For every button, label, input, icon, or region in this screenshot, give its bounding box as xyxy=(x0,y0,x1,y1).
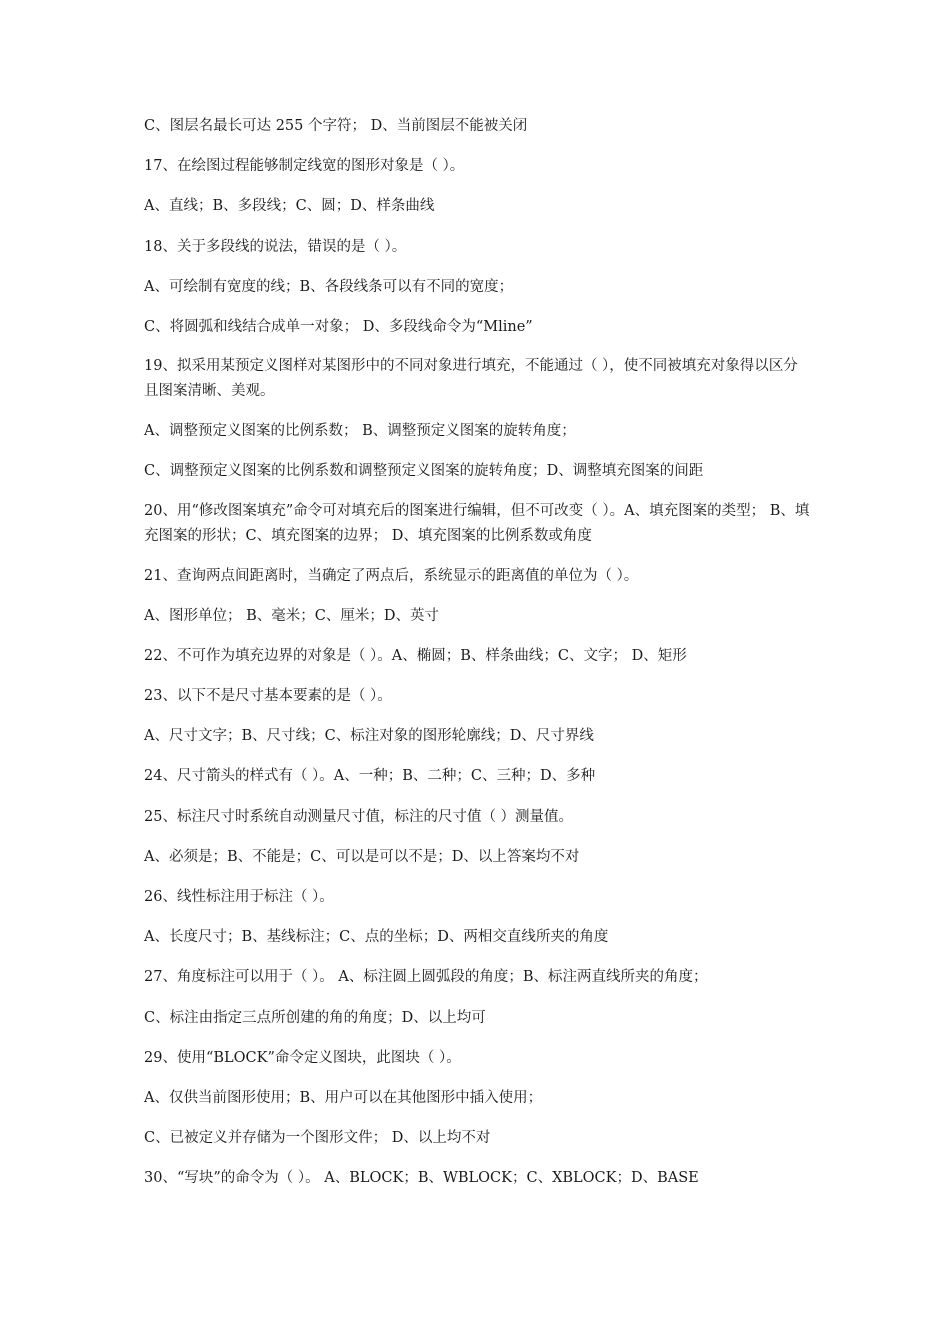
question-29: 29、使用“BLOCK”命令定义图块，此图块（ ）。 xyxy=(144,1049,461,1066)
option-line: C、已被定义并存储为一个图形文件； D、以上均不对 xyxy=(144,1130,491,1147)
question-24: 24、尺寸箭头的样式有（ ）。A、一种；B、二种；C、三种；D、多种 xyxy=(144,768,596,785)
option-line: A、图形单位； B、毫米；C、厘米；D、英寸 xyxy=(144,607,439,624)
question-17: 17、在绘图过程能够制定线宽的图形对象是（ ）。 xyxy=(144,158,465,175)
question-18: 18、关于多段线的说法，错误的是（ ）。 xyxy=(144,238,407,255)
question-30: 30、“写块”的命令为（ ）。 A、BLOCK；B、WBLOCK；C、XBLOCK；D、BASE xyxy=(144,1170,699,1187)
option-line: A、尺寸文字；B、尺寸线；C、标注对象的图形轮廓线；D、尺寸界线 xyxy=(144,728,594,745)
option-line: A、调整预定义图案的比例系数； B、调整预定义图案的旋转角度； xyxy=(144,423,576,440)
question-20: 20、用“修改图案填充”命令可对填充后的图案进行编辑，但不可改变（ ）。A、填充图案的类型； B、填充图案的形状；C、填充图案的边界； D、填充图案的比例系数或角度 xyxy=(144,502,810,544)
question-23: 23、以下不是尺寸基本要素的是（ ）。 xyxy=(144,688,392,705)
option-line: C、标注由指定三点所创建的角的角度；D、以上均可 xyxy=(144,1009,486,1026)
question-19: 19、拟采用某预定义图样对某图形中的不同对象进行填充，不能通过（ ），使不同被填充对象得以区分且图案清晰、美观。 xyxy=(144,358,798,400)
document-body xyxy=(144,113,812,1206)
question-27: 27、角度标注可以用于（ ）。 A、标注圆上圆弧段的角度；B、标注两直线所夹的角度； xyxy=(144,969,708,986)
option-line: A、必须是；B、不能是；C、可以是可以不是；D、以上答案均不对 xyxy=(144,848,580,865)
option-line: A、直线；B、多段线；C、圆；D、样条曲线 xyxy=(144,198,435,215)
option-line: A、长度尺寸；B、基线标注；C、点的坐标；D、两相交直线所夹的角度 xyxy=(144,929,609,946)
option-line: C、图层名最长可达 255 个字符； D、当前图层不能被关闭 xyxy=(144,118,528,134)
question-25: 25、标注尺寸时系统自动测量尺寸值，标注的尺寸值（ ）测量值。 xyxy=(144,808,574,825)
option-line: A、可绘制有宽度的线；B、各段线条可以有不同的宽度； xyxy=(144,278,514,295)
question-22: 22、不可作为填充边界的对象是（ ）。A、椭圆；B、样条曲线；C、文字； D、矩形 xyxy=(144,647,687,664)
option-line: C、将圆弧和线结合成单一对象； D、多段线命令为“Mline” xyxy=(144,318,533,335)
question-21: 21、查询两点间距离时，当确定了两点后，系统显示的距离值的单位为（ ）。 xyxy=(144,567,639,584)
question-26: 26、线性标注用于标注（ ）。 xyxy=(144,889,334,905)
option-line: C、调整预定义图案的比例系数和调整预定义图案的旋转角度；D、调整填充图案的间距 xyxy=(144,463,704,480)
option-line: A、仅供当前图形使用；B、用户可以在其他图形中插入使用； xyxy=(144,1089,543,1106)
